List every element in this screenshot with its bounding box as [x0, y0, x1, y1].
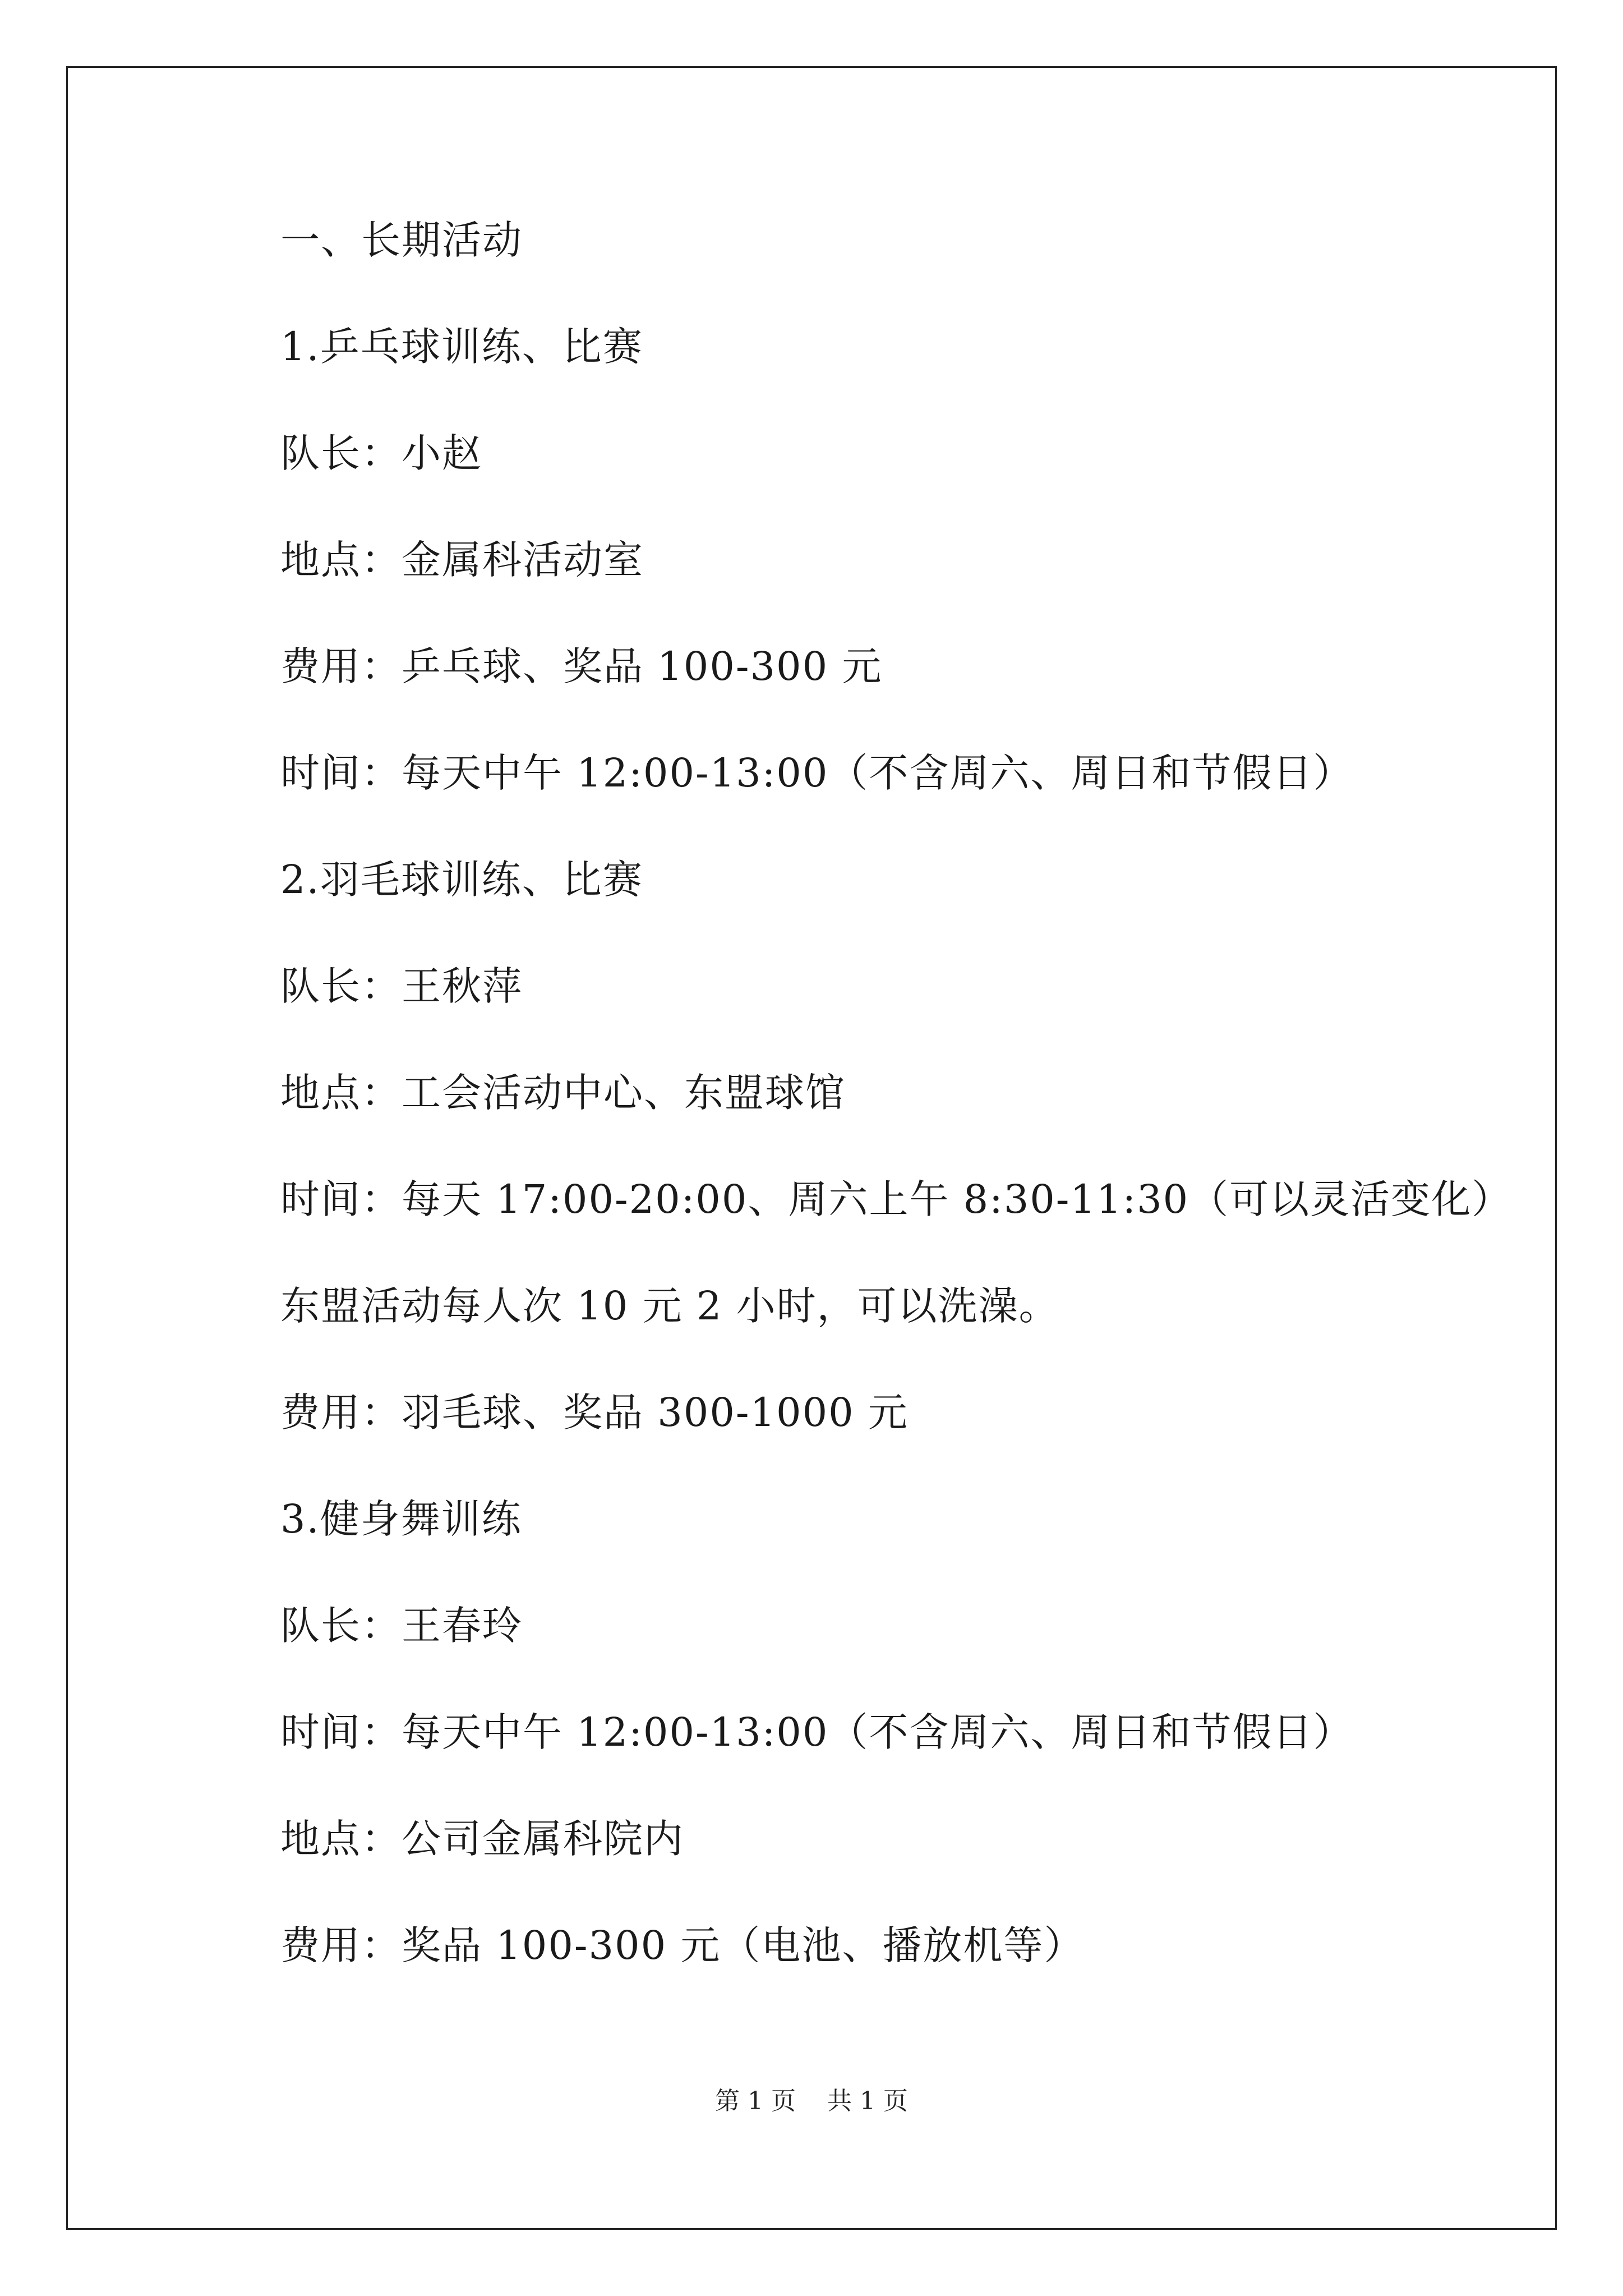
page-number: 第 1 页: [715, 2087, 796, 2115]
text-line: 地点：公司金属科院内: [280, 1816, 684, 1862]
text-line: 东盟活动每人次 10 元 2 小时，可以洗澡。: [280, 1283, 1059, 1329]
text-line: 队长：王春玲: [280, 1603, 523, 1649]
document-body: [280, 218, 1514, 2030]
text-line: 费用：奖品 100-300 元（电池、播放机等）: [280, 1922, 1085, 1968]
text-line: 费用：乒乓球、奖品 100-300 元: [280, 643, 883, 689]
item-title: 1.乒乓球训练、比赛: [280, 324, 643, 370]
item-title: 3.健身舞训练: [280, 1496, 522, 1542]
section-heading: 一、长期活动: [280, 217, 523, 263]
text-line: 时间：每天 17:00-20:00、周六上午 8:30-11:30（可以灵活变化）: [280, 1176, 1513, 1222]
text-line: 地点：工会活动中心、东盟球馆: [280, 1070, 846, 1116]
text-line: 时间：每天中午 12:00-13:00（不含周六、周日和节假日）: [280, 1709, 1354, 1755]
text-line: 费用：羽毛球、奖品 300-1000 元: [280, 1389, 909, 1435]
text-line: 队长：小赵: [280, 430, 482, 476]
text-line: 队长：王秋萍: [280, 963, 523, 1009]
text-line: 时间：每天中午 12:00-13:00（不含周六、周日和节假日）: [280, 750, 1354, 796]
page-total: 共 1 页: [827, 2087, 908, 2115]
item-title: 2.羽毛球训练、比赛: [280, 857, 643, 903]
page-footer: [0, 2086, 1623, 2117]
text-line: 地点：金属科活动室: [280, 537, 644, 583]
